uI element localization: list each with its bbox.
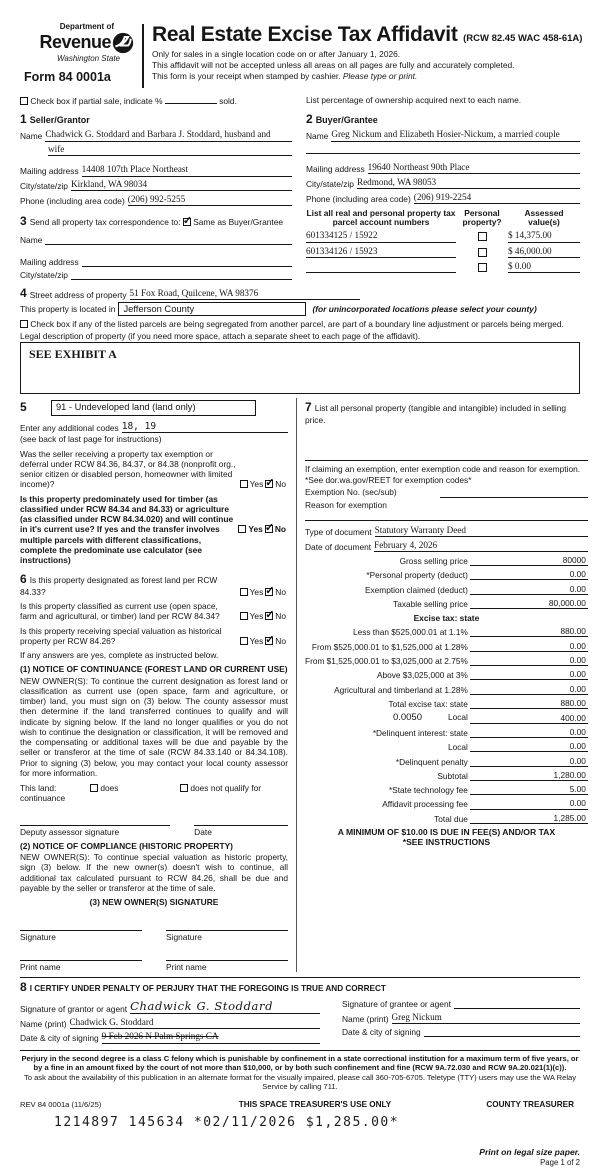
land-use-column: 5 91 - Undeveloped land (land only) Enter any additional codes 18, 19 (see back of last page for instructions) Was the seller receiving a property tax exemption or deferral under RCW 84.36, 84.37, or 84.38 (nonprofit org., senior citizen or disabled person, homeowner with limited income)? Yes ✓ No Is this property predominately used for timber (as classified under RCW 84.34 and 84.33) or agriculture (as classified under RCW 84.34.020) and will continue in it's current use? If yes and the transfer involves multiple parcels with different classifications, complete the predominate use calculator (see instructions) Yes ✓ No 6 Is this property designated as forest land per RCW 84.33? Yes ✓ No Is this property classified as current use (open space, farm and agricultural, or timber) land per RCW 84.34? Yes ✓ No Is this property receiving special valuation as historical property per RCW 84.26? Yes ✓ No If any answers are yes, complete as instructed below. (1) NOTICE OF CONTINUANCE (FOREST LAND OR CURRENT USE) NEW OWNER(S): To continue the current designation as forest land or classification as current use (open space, farm and agriculture, or timber) land, you must sign on (3) below. The county assessor must then determine if the land transferred continues to qualify and will indicate by signing below. If the land no longer qualifies or you do not wish to continue the designation or classification, it will be removed and the compensating or additional taxes will be due and payable by the seller or transferor at the time of sale (RCW 84.33.140 or 84.34.108). Prior to signing (3) below, you may contact your local county assessor for more information. This land: does does not qualify for continuance Deputy assessor signature Date (2) NOTICE OF COMPLIANCE (HISTORIC PROPERTY) NEW OWNER(S): To continue special valuation as historic property, sign (3) below. If the new owner(s) doesn't wish to continue, all additional tax calculated pursuant to RCW 84.26, shall be due and payable by the seller or transferor at the time of sale. (3) NEW OWNER(S) SIGNATURE Signature Signature Print name Print name	[20, 398, 296, 972]
buyer-title: Buyer/Grantee	[315, 115, 378, 126]
property-address-section: 4 Street address of property 51 Fox Road, Quilcene, WA 98376 This property is located in Jefferson County (for unincorporated locations please select your county) Check box if any of the listed parcels are being segregated from another parcel, are part of a boundary line adjustment or parcels being merged. Legal description of property (if you need more space, attach a separate sheet to each page of the affidavit). SEE EXHIBIT A	[20, 286, 580, 395]
seller-city-field[interactable]: Kirkland, WA 98034	[71, 179, 292, 191]
revenue-logo-icon	[112, 32, 134, 54]
new-owner-signature-title: (3) NEW OWNER(S) SIGNATURE	[89, 897, 219, 908]
parcel-row	[306, 230, 580, 242]
correspondence-city-field[interactable]	[71, 270, 292, 280]
page-title: Real Estate Excise Tax Affidavit	[152, 23, 458, 46]
q-historical-yes-checkbox[interactable]	[240, 637, 248, 645]
tier1-tax-field[interactable]: 880.00	[470, 626, 588, 637]
deputy-assessor-signature-field[interactable]	[20, 816, 170, 826]
tax-line-delinquent-local: Local 0.00	[448, 741, 586, 753]
legal-description-value: SEE EXHIBIT A	[29, 347, 117, 362]
form-number: Form 84 0001a	[24, 69, 111, 84]
q-exemption-no-checkbox[interactable]	[265, 480, 273, 488]
seller-mailing-field[interactable]: 14408 107th Place Northeast	[82, 164, 292, 176]
seller-name-field-2[interactable]: wife	[48, 144, 292, 156]
section-6-number: 6	[20, 572, 27, 587]
section-1-number: 1	[20, 112, 27, 127]
seller-section: 1 Seller/Grantor Name Chadwick G. Stoddard and Barbara J. Stoddard, husband and wife Mailing address 14408 107th Place Northeast City/state/zip Kirkland, WA 98034 Phone (including area code) (206) 992-5255	[20, 106, 292, 206]
section-3-number: 3	[20, 213, 27, 228]
correspondence-section: 3 Send all property tax correspondence to: ✓ Same as Buyer/Grantee Name Mailing address City/state/zip	[20, 206, 292, 280]
parcel-table	[306, 209, 580, 273]
personal-property-label: List all personal property (tangible and intangible) included in selling price.	[305, 403, 567, 426]
agricultural-tax-field[interactable]: 0.00	[470, 684, 588, 695]
section-7-number: 7	[305, 400, 312, 415]
minimum-due-note: A MINIMUM OF $10.00 IS DUE IN FEE(S) AND/OR TAX *SEE INSTRUCTIONS	[337, 826, 556, 848]
tax-line-exemption: Exemption claimed (deduct) 0.00	[365, 583, 586, 595]
tax-line-delinquent-interest: *Delinquent interest: state 0.00	[372, 726, 586, 738]
timber-agriculture-question: Is this property predominately used for timber (as classified under RCW 84.34 and 84.33) or agriculture (as classified under RCW 84.34.020) and will continue in it's current use? If yes and the transfer involves multiple parcels with different classifications, complete the predominate use calculator (see instructions) Yes ✓ No	[20, 494, 288, 566]
tax-line-total-due: Total due 1,285.00	[434, 812, 586, 824]
tax-line-tier3: From $1,525,000.01 to $3,025,000 at 2.75% 0.00	[305, 654, 586, 666]
q-timber-no-checkbox[interactable]	[265, 525, 273, 533]
partial-sale-checkbox[interactable]	[20, 97, 28, 105]
document-type-field[interactable]: Statutory Warranty Deed	[375, 525, 588, 537]
sold-label: sold.	[219, 96, 237, 106]
q-currentuse-no-checkbox[interactable]	[265, 612, 273, 620]
signature-label: Signature	[20, 932, 56, 943]
parcel-number-field[interactable]	[306, 263, 456, 273]
tax-line-subtotal: Subtotal 1,280.00	[437, 769, 586, 781]
print-legal-size-note: Print on legal size paper.	[479, 1147, 580, 1158]
document-date-field[interactable]: February 4, 2026	[374, 540, 588, 552]
delinquent-penalty-field[interactable]: 0.00	[470, 756, 588, 767]
new-owner-signature-field-1[interactable]	[20, 921, 142, 931]
q-currentuse-yes-checkbox[interactable]	[240, 612, 248, 620]
grantor-printname-field[interactable]: Chadwick G. Stoddard	[70, 1017, 320, 1029]
seller-title: Seller/Grantor	[29, 115, 90, 126]
section-5-number: 5	[20, 400, 27, 415]
header-note-2: This affidavit will not be accepted unless all areas on all pages are fully and accurately completed.	[152, 59, 515, 70]
tier3-tax-field[interactable]: 0.00	[470, 655, 588, 666]
see-instructions-note: *SEE INSTRUCTIONS	[402, 837, 491, 848]
q-forest-no-checkbox[interactable]	[265, 588, 273, 596]
parcel-number-field[interactable]: 601334125 / 15922	[306, 230, 456, 242]
tax-line-tier4: Above $3,025,000 at 3% 0.00	[376, 669, 586, 681]
print-name-label: Print name	[166, 961, 207, 972]
legal-description-label: Legal description of property (if you need more space, attach a separate sheet to each page of the affidavit).	[20, 331, 421, 342]
type-or-print-note: Please type or print.	[342, 71, 418, 82]
date-label: Date	[194, 826, 212, 837]
accessibility-notice: To ask about the availability of this publication in an alternate format for the visually impaired, please call 360-705-6705. Teletype (TTY) users may use the WA Relay Service by calling 711.	[23, 1073, 577, 1092]
correspondence-name-field[interactable]	[45, 235, 292, 245]
tax-line-tier1: Less than $525,000.01 at 1.1% 880.00	[352, 626, 586, 638]
footer-row	[20, 1100, 580, 1110]
county-select[interactable]: Jefferson County	[118, 302, 306, 315]
forest-land-question: 6 Is this property designated as forest land per RCW 84.33? Yes ✓ No	[20, 572, 288, 597]
land-use-code-select[interactable]: 91 - Undeveloped land (land only)	[51, 400, 256, 415]
segregated-checkbox[interactable]	[20, 320, 28, 328]
state-technology-fee-field[interactable]: 5.00	[470, 784, 588, 795]
historical-question: Is this property receiving special valuation as historical property per RCW 84.26? Yes ✓ No	[20, 626, 288, 647]
tax-line-tier2: From $525,000.01 to $1,525,000 at 1.28% 0.00	[311, 640, 586, 652]
local-tax-field[interactable]: 400.00	[470, 713, 588, 724]
personal-property-deduct-field[interactable]: 0.00	[470, 569, 588, 580]
treasurer-space-label: THIS SPACE TREASURER'S USE ONLY	[238, 1100, 392, 1110]
perjury-notice: Perjury in the second degree is a class C felony which is punishable by confinement in a state correctional institution for a maximum term of five years, or by a fine in an amount fixed by the court of not more than $10,000, or by both such confinement and fine (RCW 9A.72.030 and RCW 9A.20.021(1)(c)).	[21, 1053, 579, 1072]
personal-property-col-header: Personal property?	[462, 207, 502, 228]
parcel-row	[306, 261, 580, 273]
total-due-field[interactable]: 1,285.00	[470, 813, 588, 824]
gross-selling-price-field[interactable]: 80000	[470, 555, 588, 566]
new-owner-printname-field-2[interactable]	[166, 951, 288, 961]
grantor-signature-field[interactable]: Chadwick G. Stoddard	[130, 999, 320, 1014]
does-qualify-checkbox[interactable]	[90, 784, 98, 792]
assessed-value-col-header: Assessed value(s)	[524, 207, 564, 228]
buyer-phone-field[interactable]: (206) 919-2254	[414, 192, 580, 204]
buyer-name-field-2[interactable]	[306, 144, 580, 154]
certify-statement: I CERTIFY UNDER PENALTY OF PERJURY THAT THE FOREGOING IS TRUE AND CORRECT	[29, 983, 386, 993]
q-timber-yes-checkbox[interactable]	[238, 525, 246, 533]
affidavit-processing-fee-field[interactable]: 0.00	[470, 798, 588, 809]
local-rate-value: 0.0050	[392, 712, 422, 724]
delinquent-interest-state-field[interactable]: 0.00	[470, 727, 588, 738]
signature-label: Signature	[166, 932, 202, 943]
header-note-3: This form is your receipt when stamped by cashier. Please type or print.	[152, 71, 418, 82]
tax-line-local: 0.0050 Local 400.00	[392, 712, 586, 724]
section-2-number: 2	[306, 112, 313, 127]
buyer-name-field[interactable]: Greg Nickum and Elizabeth Hosier-Nickum, a married couple	[331, 129, 580, 141]
reason-for-exemption-label: Reason for exemption	[305, 499, 387, 510]
partial-sale-label: Check box if partial sale, indicate %	[30, 96, 163, 106]
personal-property-field[interactable]	[305, 425, 588, 455]
new-owner-signature-field-2[interactable]	[166, 921, 288, 931]
grantee-printname-field[interactable]: Greg Nickum	[392, 1012, 580, 1024]
subtotal-field[interactable]: 1,280.00	[470, 770, 588, 781]
grantor-date-city-field[interactable]: 9 Feb 2026 N Palm Springs CA	[102, 1031, 320, 1043]
revenue-wordmark: Revenue	[39, 31, 111, 52]
section-4-number: 4	[20, 285, 27, 300]
grantee-date-city-field[interactable]	[424, 1027, 580, 1037]
tax-line-tech-fee: *State technology fee 5.00	[388, 784, 586, 796]
back-page-note: (see back of last page for instructions)	[20, 434, 162, 445]
county-treasurer-label: COUNTY TREASURER	[486, 1100, 574, 1110]
tax-line-agricultural: Agricultural and timberland at 1.28% 0.00	[334, 683, 586, 695]
q-exemption-yes-checkbox[interactable]	[240, 480, 248, 488]
tax-line-total-state: Total excise tax: state 880.00	[388, 697, 586, 709]
partial-sale-percent-field[interactable]	[165, 95, 217, 104]
tier4-tax-field[interactable]: 0.00	[470, 669, 588, 680]
exemption-note: If claiming an exemption, enter exemption code and reason for exemption. *See dor.wa.gov/REET for exemption codes*	[305, 464, 581, 485]
tax-line-penalty: *Delinquent penalty 0.00	[395, 755, 586, 767]
q-historical-no-checkbox[interactable]	[265, 637, 273, 645]
tax-line-personal: *Personal property (deduct) 0.00	[366, 569, 586, 581]
certification-section: 8 I CERTIFY UNDER PENALTY OF PERJURY THAT THE FOREGOING IS TRUE AND CORRECT Signature of grantor or agent Chadwick G. Stoddard Name (print) Chadwick G. Stoddard Date & city of signing 9 Feb 2026 N Palm Springs CA Signature of grantee or agent Name (print) Greg Nickum Date & city of signing	[20, 980, 580, 1044]
segregated-label: Check box if any of the listed parcels are being segregated from another parcel, are part of a boundary line adjustment or parcels being merged.	[30, 318, 564, 329]
personal-property-checkbox[interactable]	[478, 232, 487, 241]
print-name-label: Print name	[20, 961, 61, 972]
street-address-field[interactable]: 51 Fox Road, Quilcene, WA 98376	[130, 288, 360, 300]
notice-continuance-title: (1) NOTICE OF CONTINUANCE (FOREST LAND OR CURRENT USE)	[20, 664, 288, 675]
treasurer-stamp: 1214897 145634 *02/11/2026 $1,285.00*	[54, 1115, 400, 1131]
buyer-mailing-field[interactable]: 19640 Northeast 90th Place	[368, 162, 580, 174]
partial-sale-row	[20, 95, 292, 106]
buyer-city-field[interactable]: Redmond, WA 98053	[357, 177, 580, 189]
rev-form-code: REV 84 0001a (11/6/25)	[20, 1100, 102, 1110]
assessed-value-field[interactable]: $ 46,000.00	[508, 246, 580, 258]
located-in-label: This property is located in	[20, 304, 116, 315]
delinquent-interest-local-field[interactable]: 0.00	[470, 741, 588, 752]
affidavit-form	[20, 22, 586, 1167]
notice-continuance-body: NEW OWNER(S): To continue the current designation as forest land or classification as current use (open space, farm and agriculture, or timber) land, you must sign on (3) below. The county assessor must then determine if the land transferred continues to qualify and will indicate by signing below. If the land no longer qualifies or you do not wish to continue the designation or classification, it will be removed and the compensating or additional taxes will be due and payable by the seller or transferor at the time of sale (RCW 84.33.140 or 84.34.108). Prior to signing (3) below, you may contact your local county assessor for more information.	[20, 675, 288, 778]
this-land-label: This land:	[20, 783, 57, 794]
tax-column: 7 List all personal property (tangible and intangible) included in selling price. If claiming an exemption, enter exemption code and reason for exemption. *See dor.wa.gov/REET for exemption codes* Exemption No. (sec/sub) Reason for exemption Type of document Statutory Warranty Deed Date of document February 4, 2026 Gross selling price 80000 *Personal property (deduct) 0.00 Exemption claimed (deduct) 0.00 Taxable selling price 80,000.00 Excise tax: state Less than $525,000.01 at 1.1% 880.00 From $525,000.01 to $1,525,000 at 1.28% 0.00 From $1,525,000.01 to $3,025,000 at 2.75% 0.00 Above $3,025,000 at 3% 0.00 Agricultural and timberland at 1.28% 0.00 Total excise tax: state 880.00 0.0050 Local 400.00 *Delinquent interest: state 0.00 Local 0.00 *Delinquent penalty 0.00 Subtotal 1,280.00 *State technology fee 5.00 Affidavit processing fee 0.00 Total due 1,285.00 A MINIMUM OF $10.00 IS DUE IN FEE(S) AND/OR TAX *SEE INSTRUCTIONS	[296, 398, 588, 972]
buyer-section: 2 Buyer/Grantee Name Greg Nickum and Elizabeth Hosier-Nickum, a married couple Mailing address 19640 Northeast 90th Place City/state/zip Redmond, WA 98053 Phone (including area code) (206) 919-2254	[306, 106, 580, 206]
additional-codes-field[interactable]: 18, 19	[122, 421, 288, 434]
form-title-row	[152, 22, 582, 48]
tier2-tax-field[interactable]: 0.00	[470, 641, 588, 652]
exemption-deferral-question: Was the seller receiving a property tax exemption or deferral under RCW 84.36, 84.37, or 84.38 (nonprofit org., senior citizen or disabled person, homeowner with limited income)? Yes ✓ No	[20, 449, 288, 490]
personal-property-checkbox[interactable]	[478, 263, 487, 272]
q-forest-yes-checkbox[interactable]	[240, 588, 248, 596]
parcel-number-field[interactable]: 601334126 / 15923	[306, 246, 456, 258]
notice-compliance-body: NEW OWNER(S): To continue special valuation as historic property, sign (3) below. If the new owner(s) doesn't wish to continue, all additional tax calculated pursuant to RCW 84.26, shall be due and payable by the seller or transferor at the time of sale.	[20, 852, 288, 893]
continuance-label: continuance	[20, 793, 66, 804]
exemption-no-field[interactable]	[440, 488, 588, 498]
ownership-note: List percentage of ownership acquired next to each name.	[306, 95, 522, 105]
correspondence-label: Send all property tax correspondence to:	[29, 216, 181, 227]
assessed-value-field[interactable]: $ 0.00	[508, 261, 580, 273]
correspondence-mailing-field[interactable]	[82, 257, 292, 267]
rcw-reference: (RCW 82.45 WAC 458-61A)	[463, 33, 583, 44]
legal-description-box[interactable]	[20, 342, 580, 394]
washington-state-label: Washington State	[56, 53, 120, 63]
tax-line-gross: Gross selling price 80000	[399, 554, 586, 566]
new-owner-printname-field-1[interactable]	[20, 951, 142, 961]
grantee-signature-field[interactable]	[454, 999, 580, 1009]
taxable-selling-price-field[interactable]: 80,000.00	[470, 598, 588, 609]
seller-name-field[interactable]: Chadwick G. Stoddard and Barbara J. Stoddard, husband and	[45, 129, 292, 141]
deputy-date-field[interactable]	[194, 816, 288, 826]
section-8-number: 8	[20, 979, 27, 994]
dept-of-label: Department of	[59, 22, 114, 31]
tax-line-processing-fee: Affidavit processing fee 0.00	[382, 798, 586, 810]
total-state-tax-field[interactable]: 880.00	[470, 698, 588, 709]
assessed-value-field[interactable]: $ 14,375.00	[508, 230, 580, 242]
notice-compliance-title: (2) NOTICE OF COMPLIANCE (HISTORIC PROPERTY)	[20, 840, 233, 851]
seller-phone-field[interactable]: (206) 992-5255	[128, 194, 292, 206]
tax-line-taxable: Taxable selling price 80,000.00	[393, 597, 586, 609]
dor-logo-block	[20, 22, 142, 85]
parcel-row	[306, 246, 580, 258]
header-note-1: Only for sales in a single location code on or after January 1, 2026.	[152, 48, 401, 59]
page-number: Page 1 of 2	[540, 1157, 580, 1167]
excise-tax-state-header: Excise tax: state	[413, 612, 480, 623]
header-divider	[142, 24, 144, 88]
county-note: (for unincorporated locations please select your county)	[312, 304, 537, 315]
personal-property-checkbox[interactable]	[478, 248, 487, 257]
does-not-qualify-checkbox[interactable]	[180, 784, 188, 792]
same-as-buyer-label: Same as Buyer/Grantee	[193, 216, 284, 227]
same-as-buyer-checkbox[interactable]	[183, 218, 191, 226]
if-yes-note: If any answers are yes, complete as instructed below.	[20, 650, 219, 661]
deputy-assessor-label: Deputy assessor signature	[20, 826, 120, 837]
exemption-claimed-field[interactable]: 0.00	[470, 584, 588, 595]
current-use-question: Is this property classified as current use (open space, farm and agricultural, or timber) land per RCW 84.34? Yes ✓ No	[20, 601, 288, 622]
parcel-col-header: List all real and personal property tax parcel account numbers	[306, 207, 456, 228]
form-header	[20, 22, 583, 88]
